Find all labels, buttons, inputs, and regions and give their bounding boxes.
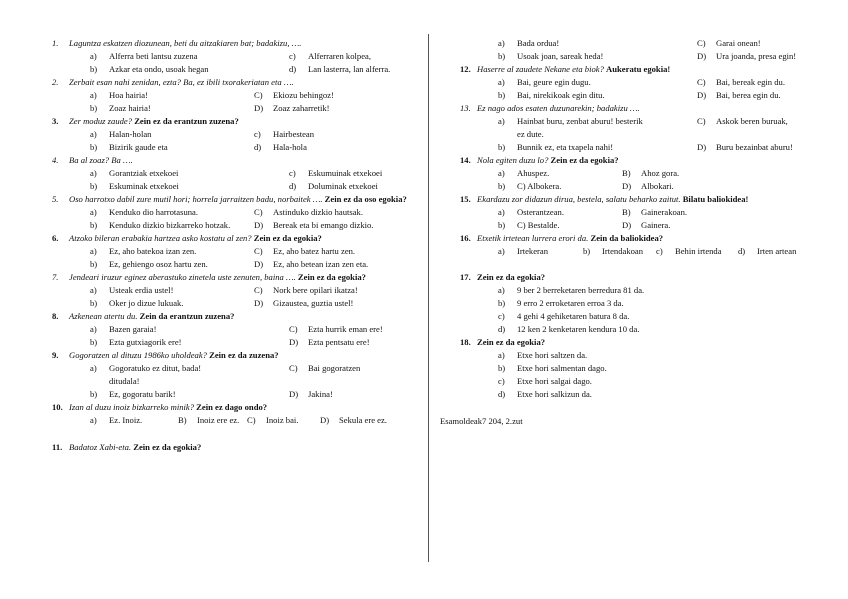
- option-a[interactable]: Bazen garaia!: [109, 324, 157, 334]
- option-d[interactable]: Doluminak etxekoei: [308, 181, 378, 191]
- option-b[interactable]: Bai, nirekikoak egin ditu.: [517, 90, 605, 100]
- option-d[interactable]: Gainera.: [641, 220, 671, 230]
- option-d[interactable]: Zoaz zaharretik!: [273, 103, 330, 113]
- question-text: Nola egiten duzu lo?: [477, 155, 549, 165]
- option-b[interactable]: Ahoz gora.: [641, 168, 680, 178]
- option-b[interactable]: Ez, gogoratu barik!: [109, 389, 176, 399]
- question-11-options: a) Bada ordua! C) Garai onean! b) Usoak joan, sareak heda! D) Ura joanda, presa egin!: [498, 38, 797, 61]
- option-b[interactable]: Bunnik ez, eta txapela nahi!: [517, 142, 614, 152]
- option-c[interactable]: Garai onean!: [716, 38, 761, 48]
- question-text: Atzoko bileran erabakia hartzea asko kostatu al zen?: [69, 233, 252, 243]
- question-6: 6. Atzoko bileran erabakia hartzea asko kostatu al zen? Zein ez da egokia? a) Ez, aho batekoa izan zen. C) Ez, aho batez hartu zen. b) Ez, gehiengo osoz hartu zen. D) Ez, aho betean izan zen eta.: [52, 233, 369, 269]
- option-b[interactable]: Inoiz ere ez.: [197, 415, 240, 425]
- question-14: 14. Nola egiten duzu lo? Zein ez da egokia? a) Ahuspez. B) Ahoz gora. b) C) Albokera. D) Albokari.: [460, 155, 680, 191]
- option-a[interactable]: Alferra beti lantsu zuzena: [109, 51, 198, 61]
- question-text: Gogoratzen al dituzu 1986ko uholdeak?: [69, 350, 207, 360]
- option-c[interactable]: 4 gehi 4 gehiketaren batura 8 da.: [517, 311, 630, 321]
- question-instruction: Zein ez da egokia?: [297, 272, 366, 282]
- option-a[interactable]: Kenduko dio harrotasuna.: [109, 207, 199, 217]
- question-17: 17. Zein ez da egokia? a) 9 ber 2 berreketaren berredura 81 da. b) 9 erro 2 erroketaren erroa 3 da. c) 4 gehi 4 gehiketaren batura 8 da. d) 12 ken 2 kenketaren kendura 10 da.: [460, 271, 800, 336]
- question-instruction: Aukeratu egokia!: [606, 64, 671, 74]
- question-text: Ez nago ados esaten duzunarekin; badakizu ….: [477, 103, 640, 113]
- option-d[interactable]: Ura joanda, presa egin!: [716, 51, 797, 61]
- option-c[interactable]: Bai, bereak egin du.: [716, 77, 785, 87]
- question-text: Izan al duzu inoiz bizkarreko minik?: [69, 402, 194, 412]
- question-instruction: Zein ez dago ondo?: [196, 402, 268, 412]
- option-d[interactable]: Etxe hori salkizun da.: [517, 389, 592, 399]
- right-column: [440, 37, 800, 428]
- option-d[interactable]: Bai, berea egin du.: [716, 90, 781, 100]
- option-c[interactable]: C) Albokera.: [517, 181, 562, 191]
- question-instruction: Zein da baliokidea?: [590, 233, 664, 243]
- option-b[interactable]: 9 erro 2 erroketaren erroa 3 da.: [517, 298, 624, 308]
- question-8: 8. Azkenean atertu du. Zein da erantzun zuzena? a) Bazen garaia! C) Ezta hurrik eman ere! b) Ezta gutxiagorik ere! D) Ezta pentsatu ere!: [52, 311, 383, 347]
- question-2: 2. Zerbait esan nahi zenidan, ezta? Ba, ez ibili txorakeriatan eta …. a) Hoa hairia! C) Ekiozu behingoz! b) Zoaz hairia! D) Zoaz zaharretik!: [52, 76, 412, 115]
- option-c[interactable]: Hairbestean: [273, 129, 315, 139]
- option-a[interactable]: Ahuspez.: [517, 168, 550, 178]
- option-c[interactable]: Nork bere opilari ikatza!: [273, 285, 358, 295]
- question-12: 12. Haserre al zaudete Nekane eta biok? Aukeratu egokia! a) Bai, geure egin dugu. C) Bai, bereak egin du. b) Bai, nirekikoak egin ditu. D) Bai, berea egin du.: [460, 64, 785, 100]
- option-b[interactable]: Bizirik gaude eta: [109, 142, 168, 152]
- option-b[interactable]: Azkar eta ondo, usoak hegan: [109, 64, 209, 74]
- question-instruction: Zein ez da egokia?: [477, 272, 546, 282]
- option-a[interactable]: Hoa hairia!: [109, 90, 148, 100]
- question-number: 1.: [52, 38, 59, 48]
- question-16: 16. Etxetik irtetean lurrera erori da. Zein da baliokidea? a) Irtekeran b) Irtendakoan c) Behin irtenda d) Irten artean: [460, 233, 797, 256]
- question-text: Jendeari iruzur eginez aberastuko zinetela uste zenuten, baina ….: [69, 272, 296, 282]
- option-b[interactable]: Etxe hori salmentan dago.: [517, 363, 607, 373]
- option-a[interactable]: Gogoratuko ez ditut, bada! ditudala!: [109, 363, 202, 386]
- question-text: Haserre al zaudete Nekane eta biok?: [477, 64, 604, 74]
- option-c[interactable]: C) Bestalde.: [517, 220, 560, 230]
- question-13: 13. Ez nago ados esaten duzunarekin; badakizu …. a) Hainbat buru, zenbat aburu! besterik ez dute. C) Askok beren buruak, b) Bunnik ez, eta txapela nahi! D) Buru bezainbat aburu!: [460, 102, 800, 154]
- question-text: Oso harrotxo dabil zure mutil hori; horrela jarraitzen badu, norbaitek ….: [69, 194, 323, 204]
- question-text: Ekardazu zor didazun dirua, bestela, salatu beharko zaitut.: [477, 194, 681, 204]
- option-b[interactable]: Irtendakoan: [602, 246, 644, 256]
- question-instruction: Zein ez da oso egokia?: [324, 194, 407, 204]
- option-d[interactable]: Gizaustea, guztia ustel!: [273, 298, 354, 308]
- left-column: [52, 37, 412, 454]
- option-d[interactable]: Irten artean: [757, 246, 797, 256]
- option-b[interactable]: Kenduko dizkio bizkarreko hotzak.: [109, 220, 231, 230]
- question-9: 9. Gogoratzen al dituzu 1986ko uholdeak? Zein ez da zuzena? a) Gogoratuko ez ditut, bada! ditudala! C) Bai gogoratzen b) Ez, gogoratu barik! D) Jakina!: [52, 350, 361, 399]
- question-11: 11. Badatoz Xabi-eta. Zein ez da egokia?: [52, 442, 202, 452]
- option-c[interactable]: Ezta hurrik eman ere!: [308, 324, 383, 334]
- option-b[interactable]: Gainerakoan.: [641, 207, 688, 217]
- option-c[interactable]: Askok beren buruak,: [716, 116, 788, 126]
- question-instruction: Zein ez da egokia?: [253, 233, 322, 243]
- question-text: Laguntza eskatzen diozunean, beti du aitzakiaren bat; badakizu, ….: [69, 38, 302, 48]
- question-instruction: Zein ez da egokia?: [133, 442, 202, 452]
- option-b[interactable]: Ezta gutxiagorik ere!: [109, 337, 182, 347]
- option-d[interactable]: 12 ken 2 kenketaren kendura 10 da.: [517, 324, 640, 334]
- option-d[interactable]: Lan lasterra, lan alferra.: [308, 64, 391, 74]
- option-b[interactable]: Oker jo dizue lukuak.: [109, 298, 184, 308]
- option-a[interactable]: Bada ordua!: [517, 38, 560, 48]
- option-c[interactable]: Bai gogoratzen: [308, 363, 361, 373]
- question-instruction: Zein ez da erantzun zuzena?: [134, 116, 239, 126]
- option-a[interactable]: Usteak erdia ustel!: [109, 285, 174, 295]
- option-a[interactable]: 9 ber 2 berreketaren berredura 81 da.: [517, 285, 645, 295]
- question-instruction: Bilatu baliokidea!: [682, 194, 749, 204]
- option-d[interactable]: Hala-hola: [273, 142, 307, 152]
- question-7: 7. Jendeari iruzur eginez aberastuko zinetela uste zenuten, baina …. Zein ez da egokia? a) Usteak erdia ustel! C) Nork bere opilari ikatza! b) Oker jo dizue lukuak. D) Gizaustea, guztia ustel!: [52, 272, 366, 308]
- option-a[interactable]: Osterantzean.: [517, 207, 565, 217]
- footer-note: Esamoldeak7 204, 2.zut: [440, 416, 523, 426]
- option-a[interactable]: Ez. Inoiz.: [109, 415, 143, 425]
- option-c[interactable]: Ez, aho batez hartu zen.: [273, 246, 356, 256]
- column-divider: [428, 34, 429, 562]
- option-c[interactable]: Inoiz bai.: [266, 415, 299, 425]
- option-a[interactable]: Irtekeran: [517, 246, 549, 256]
- option-d[interactable]: Buru bezainbat aburu!: [716, 142, 793, 152]
- option-c[interactable]: Behin irtenda: [675, 246, 722, 256]
- option-c[interactable]: Alferraren kolpea,: [308, 51, 371, 61]
- question-1: 1. Laguntza eskatzen diozunean, beti du aitzakiaren bat; badakizu, …. a) Alferra beti lantsu zuzena c) Alferraren kolpea, b) Azkar eta ondo, usoak hegan d) Lan lasterra, lan alferra.: [52, 37, 412, 76]
- option-a[interactable]: Halan-holan: [109, 129, 152, 139]
- option-d[interactable]: Bereak eta bi emango dizkio.: [273, 220, 374, 230]
- question-instruction: Zein ez da zuzena?: [209, 350, 279, 360]
- option-d[interactable]: Albokari.: [641, 181, 674, 191]
- question-text: Badatoz Xabi-eta.: [69, 442, 132, 452]
- option-c[interactable]: Eskumuinak etxekoei: [308, 168, 383, 178]
- option-b[interactable]: Ez, gehiengo osoz hartu zen.: [109, 259, 208, 269]
- question-5: 5. Oso harrotxo dabil zure mutil hori; horrela jarraitzen badu, norbaitek …. Zein ez da oso egokia? a) Kenduko dio harrotasuna. C) Astinduko dizkio hautsak. b) Kenduko dizkio bizkarreko hotzak. D) Bereak eta bi emango dizkio.: [52, 194, 407, 230]
- option-d[interactable]: Jakina!: [308, 389, 333, 399]
- question-text: Azkenean atertu du.: [69, 311, 138, 321]
- option-c[interactable]: Astinduko dizkio hautsak.: [273, 207, 363, 217]
- question-4: 4. Ba al zoaz? Ba …. a) Gorantziak etxekoei c) Eskumuinak etxekoei b) Eskuminak etxekoei d) Doluminak etxekoei: [52, 154, 412, 193]
- option-a[interactable]: Bai, geure egin dugu.: [517, 77, 591, 87]
- question-18: 18. Zein ez da egokia? a) Etxe hori saltzen da. b) Etxe hori salmentan dago. c) Etxe hori salgai dago. d) Etxe hori salkizun da.: [460, 336, 800, 401]
- option-a[interactable]: Ez, aho batekoa izan zen.: [109, 246, 197, 256]
- option-b[interactable]: Usoak joan, sareak heda!: [517, 51, 604, 61]
- question-3: 3. Zer moduz zaude? Zein ez da erantzun zuzena? a) Halan-holan c) Hairbestean b) Bizirik gaude eta d) Hala-hola: [52, 116, 315, 152]
- question-text: Zer moduz zaude?: [69, 116, 133, 126]
- question-text: Ba al zoaz? Ba ….: [69, 155, 133, 165]
- question-15: 15. Ekardazu zor didazun dirua, bestela, salatu beharko zaitut. Bilatu baliokidea! a) Osterantzean. B) Gainerakoan. b) C) Bestalde. D) Gainera.: [460, 194, 749, 230]
- option-d[interactable]: Sekula ere ez.: [339, 415, 387, 425]
- question-text: Etxetik irtetean lurrera erori da.: [477, 233, 589, 243]
- option-d[interactable]: Ezta pentsatu ere!: [308, 337, 370, 347]
- question-instruction: Zein ez da egokia?: [477, 337, 546, 347]
- option-a[interactable]: Gorantziak etxekoei: [109, 168, 179, 178]
- question-instruction: Zein ez da egokia?: [550, 155, 619, 165]
- option-c[interactable]: Etxe hori salgai dago.: [517, 376, 592, 386]
- option-b[interactable]: Zoaz hairia!: [109, 103, 151, 113]
- question-10: 10. Izan al duzu inoiz bizkarreko minik? Zein ez dago ondo? a) Ez. Inoiz. B) Inoiz ere ez. C) Inoiz bai. D) Sekula ere ez.: [52, 402, 387, 425]
- question-instruction: Zein da erantzun zuzena?: [139, 311, 235, 321]
- option-b[interactable]: Eskuminak etxekoei: [109, 181, 179, 191]
- option-c[interactable]: Ekiozu behingoz!: [273, 90, 334, 100]
- option-a[interactable]: Etxe hori saltzen da.: [517, 350, 588, 360]
- option-a[interactable]: Hainbat buru, zenbat aburu! besterik ez dute.: [517, 116, 643, 139]
- option-d[interactable]: Ez, aho betean izan zen eta.: [273, 259, 369, 269]
- question-text: Zerbait esan nahi zenidan, ezta? Ba, ez ibili txorakeriatan eta ….: [69, 77, 294, 87]
